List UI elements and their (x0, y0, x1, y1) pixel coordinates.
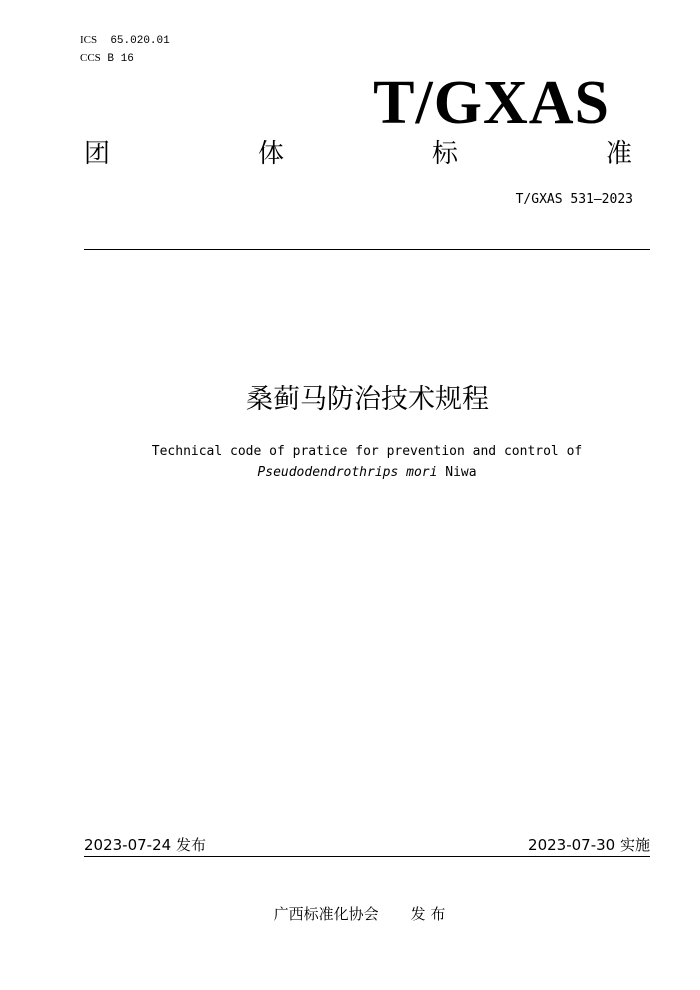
standard-type-char: 标 (431, 139, 458, 169)
org-code-logo: T/GXAS (373, 69, 610, 137)
standard-type (84, 136, 632, 172)
ccs-classification (80, 52, 134, 66)
standard-type-char: 团 (84, 139, 111, 169)
species-name: Pseudodendrothrips mori (257, 465, 438, 480)
footer-divider (84, 856, 650, 857)
header-divider (84, 249, 650, 250)
document-title-zh: 桑蓟马防治技术规程 (246, 384, 489, 415)
publisher-org: 广西标准化协会 (273, 905, 379, 923)
document-title-en (84, 441, 650, 483)
standard-type-char: 体 (257, 139, 284, 169)
standard-number: T/GXAS 531—2023 (515, 192, 633, 207)
implement-date: 2023-07-30 实施 (528, 836, 650, 854)
publisher-action: 发 布 (410, 905, 446, 923)
ics-label: ICS (80, 34, 98, 46)
publish-date: 2023-07-24 发布 (84, 836, 206, 854)
publisher-line (0, 903, 700, 925)
standard-type-char: 准 (605, 139, 632, 169)
species-authority: Niwa (437, 465, 477, 480)
ics-classification (80, 34, 170, 48)
ccs-label: CCS (80, 52, 101, 64)
ics-code: 65.020.01 (110, 35, 170, 47)
title-en-text: Technical code of pratice for prevention and control of (151, 444, 583, 459)
ccs-code: B 16 (107, 53, 134, 65)
